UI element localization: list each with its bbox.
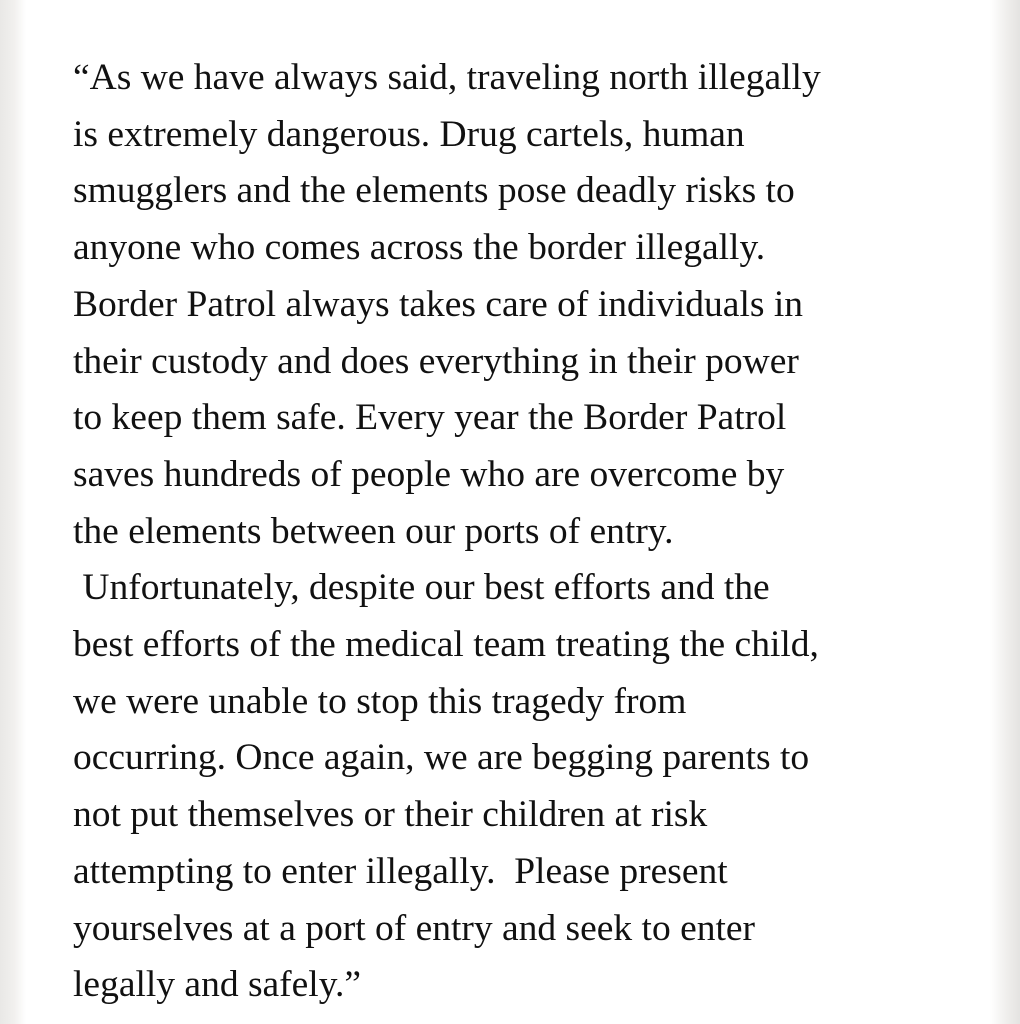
statement-line: we were unable to stop this tragedy from xyxy=(73,680,687,722)
statement-line: attempting to enter illegally. Please present xyxy=(73,850,728,892)
statement-line: “As we have always said, traveling north illegally xyxy=(73,57,821,98)
statement-text xyxy=(73,50,973,1014)
statement-line: yourselves at a port of entry and seek to enter xyxy=(73,907,756,949)
statement-line: the elements between our ports of entry. xyxy=(73,510,674,552)
statement-line: anyone who comes across the border illegally. xyxy=(73,227,766,269)
statement-line: saves hundreds of people who are overcome by xyxy=(73,453,785,495)
statement-line: legally and safely.” xyxy=(73,964,362,1006)
statement-line: occurring. Once again, we are begging parents to xyxy=(73,737,810,779)
statement-line: to keep them safe. Every year the Border Patrol xyxy=(73,397,787,439)
statement-line: their custody and does everything in their power xyxy=(73,340,799,382)
statement-line: is extremely dangerous. Drug cartels, human xyxy=(73,113,745,155)
statement-line: smugglers and the elements pose deadly risks to xyxy=(73,170,795,212)
statement-line: Border Patrol always takes care of individuals in xyxy=(73,283,804,325)
statement-line: not put themselves or their children at risk xyxy=(73,794,708,836)
statement-line: best efforts of the medical team treating the child, xyxy=(73,624,819,666)
statement-line: Unfortunately, despite our best efforts and the xyxy=(73,567,770,609)
